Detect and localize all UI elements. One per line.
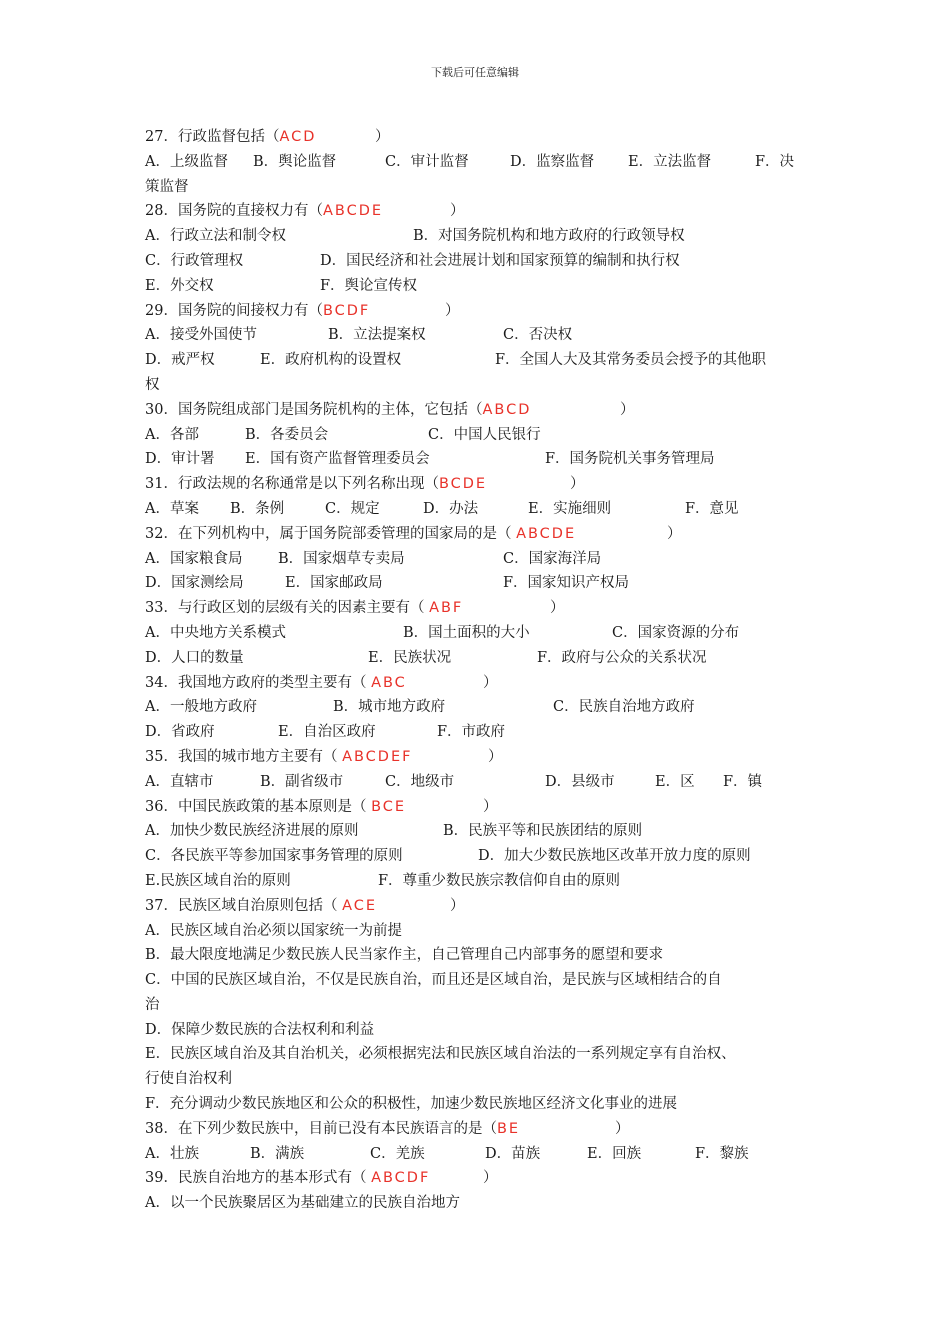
option-item: F．政府与公众的关系状况 [537, 649, 707, 666]
question-text: 34．我国地方政府的类型主要有（ [145, 674, 372, 691]
option-row [145, 646, 813, 671]
close-paren: ） [483, 674, 498, 691]
answer-key: ABF [429, 600, 464, 617]
question-stem [145, 125, 813, 150]
option-row [145, 249, 813, 274]
option-row [145, 224, 813, 249]
question-text: 35．我国的城市地方主要有（ [145, 748, 343, 765]
question-stem [145, 894, 813, 919]
option-item: E．国有资产监督管理委员会 [245, 451, 430, 468]
option-item: C．行政管理权 [145, 252, 244, 269]
answer-key: ACD [279, 129, 317, 145]
option-row [145, 819, 813, 844]
option-item: E．立法监督 [628, 153, 712, 170]
option-row [145, 547, 813, 572]
option-item: B．对国务院机构和地方政府的行政领导权 [413, 228, 685, 245]
option-item: F．黎族 [695, 1145, 749, 1162]
option-item: D．省政府 [145, 724, 215, 741]
option-item: E．回族 [587, 1145, 642, 1162]
option-row [145, 1142, 813, 1167]
answer-key: ABCDE [516, 525, 577, 542]
option-item: C．地级市 [385, 773, 455, 790]
answer-key: BE [496, 1120, 521, 1137]
question-text: 37．民族区域自治原则包括（ [145, 897, 343, 914]
option-item: E.民族区域自治的原则 [145, 872, 291, 889]
option-row [145, 869, 813, 894]
option-item: F．全国人大及其常务委员会授予的其他职 [495, 352, 767, 369]
close-paren: ） [445, 302, 460, 319]
option-item: B．条例 [230, 500, 285, 517]
option-item: C．国家海洋局 [503, 550, 602, 567]
question-stem [145, 671, 813, 696]
option-item: E．外交权 [145, 277, 214, 294]
question-stem [145, 596, 813, 621]
question-stem [145, 795, 813, 820]
option-item: A．各部 [145, 426, 199, 443]
question-text: 36．中国民族政策的基本原则是（ [145, 798, 372, 815]
option-row [145, 348, 813, 373]
close-paren: ） [375, 129, 390, 145]
option-row [145, 175, 813, 200]
option-item: A．民族区域自治必须以国家统一为前提 [145, 922, 402, 939]
option-item: E．自治区政府 [278, 724, 376, 741]
option-row [145, 423, 813, 448]
option-item: 权 [145, 376, 160, 393]
option-item: C．审计监督 [385, 153, 469, 170]
answer-key: BCDF [322, 302, 371, 319]
option-row [145, 720, 813, 745]
option-item: A．以一个民族聚居区为基础建立的民族自治地方 [145, 1195, 460, 1212]
option-item: F．意见 [685, 500, 739, 517]
option-item: 治 [145, 996, 160, 1013]
question-text: 27．行政监督包括（ [145, 129, 280, 145]
option-item: A．接受外国使节 [145, 327, 257, 344]
option-row [145, 571, 813, 596]
option-item: A．行政立法和制令权 [145, 228, 286, 245]
option-item: A．加快少数民族经济进展的原则 [145, 823, 359, 840]
answer-key: ABCDEF [342, 748, 413, 765]
option-row [145, 1042, 813, 1067]
option-row [145, 968, 813, 993]
option-row [145, 993, 813, 1018]
option-item: D．办法 [423, 500, 479, 517]
option-item: E．区 [655, 773, 695, 790]
option-row [145, 943, 813, 968]
option-item: E．政府机构的设置权 [260, 352, 402, 369]
option-item: D．国民经济和社会进展计划和国家预算的编制和执行权 [320, 252, 680, 269]
close-paren: ） [667, 525, 682, 542]
option-item: A．中央地方关系模式 [145, 624, 286, 641]
option-item: C．国家资源的分布 [612, 624, 740, 641]
option-row [145, 621, 813, 646]
option-item: D．人口的数量 [145, 649, 244, 666]
option-item: D．加大少数民族地区改革开放力度的原则 [478, 848, 751, 865]
option-item: E．实施细则 [528, 500, 612, 517]
option-item: A．草案 [145, 500, 199, 517]
question-stem [145, 472, 813, 497]
question-text: 39．民族自治地方的基本形式有（ [145, 1170, 372, 1187]
question-list [145, 125, 813, 1216]
option-item: F．国务院机关事务管理局 [545, 451, 715, 468]
option-row [145, 274, 813, 299]
close-paren: ） [483, 1170, 498, 1187]
option-item: E．民族区域自治及其自治机关，必须根据宪法和民族区域自治法的一系列规定享有自治权、 [145, 1046, 736, 1063]
option-item: D．保障少数民族的合法权利和利益 [145, 1021, 375, 1038]
option-item: D．苗族 [485, 1145, 541, 1162]
option-row [145, 323, 813, 348]
option-row [145, 1067, 813, 1092]
answer-key: ABCDF [371, 1170, 431, 1187]
close-paren: ） [620, 401, 635, 418]
option-item: A．上级监督 [145, 153, 228, 170]
question-text: 32．在下列机构中，属于国务院部委管理的国家局的是（ [145, 525, 517, 542]
option-row [145, 1018, 813, 1043]
question-text: 33．与行政区划的层级有关的因素主要有（ [145, 600, 430, 617]
close-paren: ） [615, 1120, 630, 1137]
option-item: D．国家测绘局 [145, 575, 244, 592]
option-row [145, 1092, 813, 1117]
option-item: B．国土面积的大小 [403, 624, 530, 641]
question-text: 29．国务院的间接权力有（ [145, 302, 323, 319]
option-item: F．舆论宣传权 [320, 277, 418, 294]
option-row [145, 447, 813, 472]
option-item: D．监察监督 [510, 153, 595, 170]
option-row [145, 770, 813, 795]
close-paren: ） [483, 798, 498, 815]
option-row [145, 373, 813, 398]
option-item: C．否决权 [503, 327, 573, 344]
option-item: D．戒严权 [145, 352, 215, 369]
option-item: E．民族状况 [368, 649, 452, 666]
option-item: E．国家邮政局 [285, 575, 383, 592]
page-header: 下载后可任意编辑 [431, 66, 519, 79]
question-stem [145, 299, 813, 324]
option-item: C．民族自治地方政府 [553, 699, 695, 716]
close-paren: ） [550, 600, 565, 617]
option-item: B．民族平等和民族团结的原则 [443, 823, 643, 840]
option-item: F．国家知识产权局 [503, 575, 630, 592]
option-row [145, 497, 813, 522]
question-stem [145, 199, 813, 224]
option-item: D．县级市 [545, 773, 615, 790]
answer-key: ACE [342, 897, 378, 914]
option-item: F．市政府 [437, 724, 506, 741]
option-item: B．副省级市 [260, 773, 344, 790]
option-item: 策监督 [145, 178, 189, 195]
option-item: C．羌族 [370, 1145, 425, 1162]
question-stem [145, 745, 813, 770]
option-item: C．中国的民族区域自治，不仅是民族自治，而且还是区域自治，是民族与区域相结合的自 [145, 972, 722, 989]
option-item: C．中国人民银行 [428, 426, 541, 443]
question-stem [145, 1166, 813, 1191]
option-item: F．充分调动少数民族地区和公众的积极性，加速少数民族地区经济文化事业的进展 [145, 1096, 678, 1113]
option-item: A．壮族 [145, 1145, 199, 1162]
option-item: D．审计署 [145, 451, 215, 468]
option-item: B．最大限度地满足少数民族人民当家作主，自己管理自己内部事务的愿望和要求 [145, 947, 664, 964]
question-stem [145, 398, 813, 423]
option-item: B．舆论监督 [253, 153, 337, 170]
option-item: A．直辖市 [145, 773, 214, 790]
option-item: F．决 [755, 153, 795, 170]
answer-key: ABCDE [322, 203, 384, 220]
option-item: A．一般地方政府 [145, 699, 257, 716]
option-row [145, 919, 813, 944]
option-item: A．国家粮食局 [145, 550, 243, 567]
question-text: 30．国务院组成部门是国务院机构的主体，它包括（ [145, 401, 483, 418]
question-stem [145, 1117, 813, 1142]
option-item: F．镇 [723, 773, 763, 790]
close-paren: ） [570, 476, 585, 493]
option-row [145, 1191, 813, 1216]
option-row [145, 695, 813, 720]
option-row [145, 844, 813, 869]
option-item: 行使自治权利 [145, 1071, 232, 1088]
answer-key: ABCD [482, 401, 532, 418]
answer-key: BCDE [438, 476, 488, 493]
close-paren: ） [450, 897, 465, 914]
option-item: C．规定 [325, 500, 380, 517]
question-text: 38．在下列少数民族中，目前已没有本民族语言的是（ [145, 1120, 497, 1137]
answer-key: BCE [371, 798, 407, 815]
question-text: 28．国务院的直接权力有（ [145, 203, 323, 220]
question-stem [145, 522, 813, 547]
option-item: B．城市地方政府 [333, 699, 446, 716]
option-row [145, 150, 813, 175]
option-item: F．尊重少数民族宗教信仰自由的原则 [378, 872, 621, 889]
option-item: B．满族 [250, 1145, 305, 1162]
option-item: C．各民族平等参加国家事务管理的原则 [145, 848, 403, 865]
option-item: B．立法提案权 [328, 327, 426, 344]
close-paren: ） [488, 748, 503, 765]
question-text: 31．行政法规的名称通常是以下列名称出现（ [145, 476, 439, 493]
answer-key: ABC [371, 674, 407, 691]
option-item: B．各委员会 [245, 426, 329, 443]
option-item: B．国家烟草专卖局 [278, 550, 405, 567]
close-paren: ） [450, 203, 465, 220]
